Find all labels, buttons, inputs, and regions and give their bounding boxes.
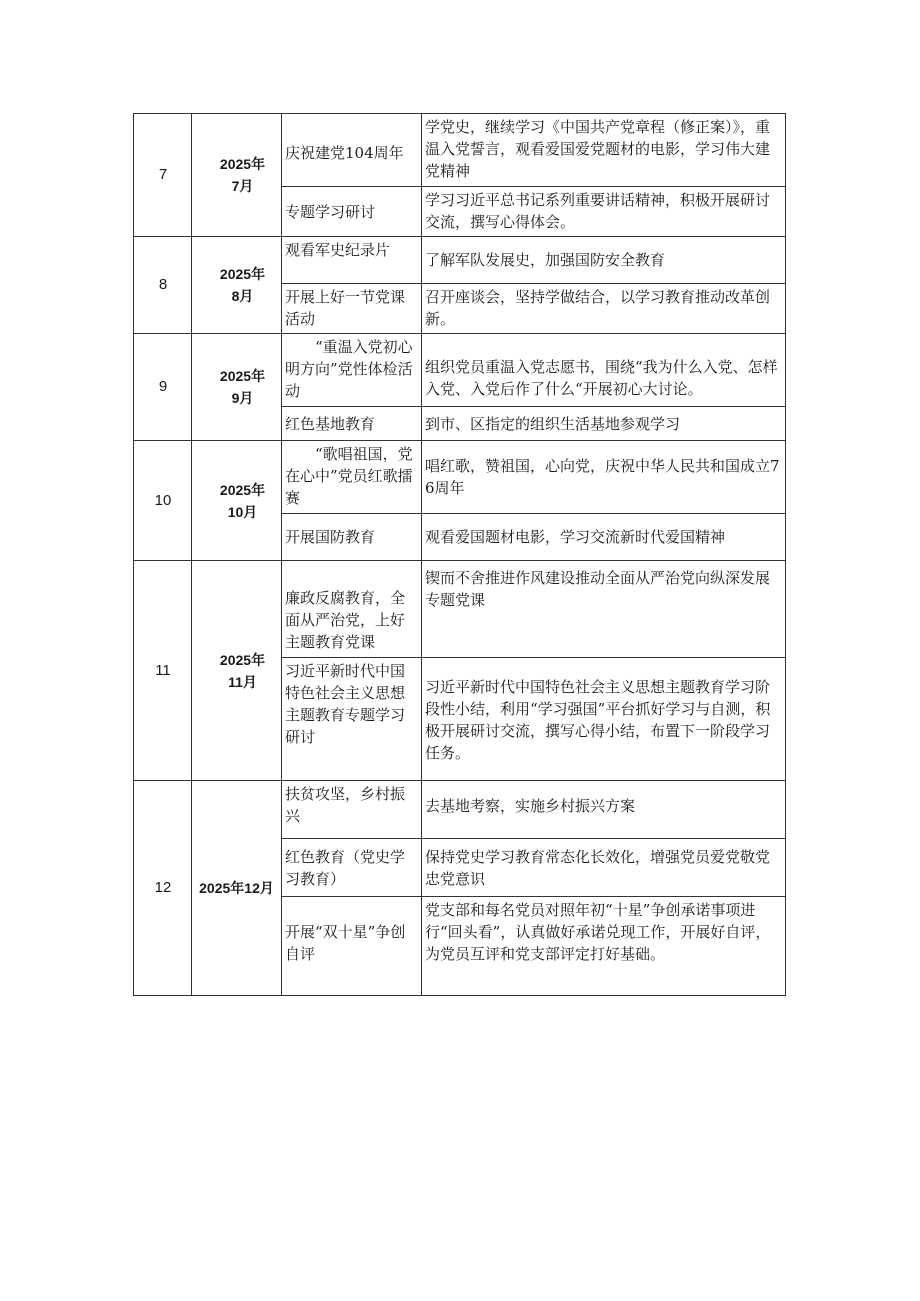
row-date: 2025年 7月 (192, 114, 282, 237)
row-number: 9 (134, 334, 192, 441)
row-date: 2025年 9月 (192, 334, 282, 441)
row-number: 7 (134, 114, 192, 237)
activity-content: 习近平新时代中国特色社会主义思想主题教育学习阶段性小结，利用“学习强国”平台抓好学习与自测，积极开展研讨交流，撰写心得小结，布置下一阶段学习任务。 (422, 658, 786, 781)
activity-topic: 习近平新时代中国特色社会主义思想主题教育专题学习研讨 (282, 658, 422, 781)
activity-content: 保持党史学习教育常态化长效化，增强党员爱党敬党忠党意识 (422, 839, 786, 897)
activity-content: 去基地考察，实施乡村振兴方案 (422, 781, 786, 839)
table-row (134, 114, 786, 187)
row-number: 10 (134, 441, 192, 561)
activity-topic: 开展国防教育 (282, 514, 422, 561)
table-row (134, 334, 786, 407)
activity-content: 党支部和每名党员对照年初“十星”争创承诺事项进行“回头看”，认真做好承诺兑现工作，开展好自评，为党员互评和党支部评定打好基础。 (422, 897, 786, 996)
row-date: 2025年 10月 (192, 441, 282, 561)
activity-topic: 红色教育（党史学习教育） (282, 839, 422, 897)
activity-topic: 扶贫攻坚，乡村振兴 (282, 781, 422, 839)
activity-content: 学党史，继续学习《中国共产党章程（修正案）》，重温入党誓言，观看爱国爱党题材的电影，学习伟大建党精神 (422, 114, 786, 187)
activity-topic: 开展“双十星”争创自评 (282, 897, 422, 996)
activity-topic: 庆祝建党104周年 (282, 114, 422, 187)
activity-topic: 开展上好一节党课活动 (282, 284, 422, 334)
row-date: 2025年 11月 (192, 561, 282, 781)
activity-topic: 廉政反腐教育，全面从严治党，上好主题教育党课 (282, 561, 422, 658)
activity-content: 到市、区指定的组织生活基地参观学习 (422, 407, 786, 441)
activity-topic: “重温入党初心明方向”党性体检活动 (282, 334, 422, 407)
activity-content: 唱红歌，赞祖国，心向党，庆祝中华人民共和国成立76周年 (422, 441, 786, 514)
activity-topic: 红色基地教育 (282, 407, 422, 441)
table-row (134, 441, 786, 514)
activity-topic: 专题学习研讨 (282, 187, 422, 237)
table-row (134, 781, 786, 839)
row-date: 2025年12月 (192, 781, 282, 996)
activity-content: 组织党员重温入党志愿书，围绕“我为什么入党、怎样入党、入党后作了什么“开展初心大讨论。 (422, 334, 786, 407)
row-number: 11 (134, 561, 192, 781)
table-row (134, 237, 786, 284)
activity-topic: “歌唱祖国，党在心中”党员红歌擂赛 (282, 441, 422, 514)
activity-content: 学习习近平总书记系列重要讲话精神，积极开展研讨交流，撰写心得体会。 (422, 187, 786, 237)
activity-topic: 观看军史纪录片 (282, 237, 422, 284)
row-date: 2025年 8月 (192, 237, 282, 334)
activity-content: 召开座谈会，坚持学做结合，以学习教育推动改革创新。 (422, 284, 786, 334)
row-number: 12 (134, 781, 192, 996)
activity-plan-table (133, 113, 786, 996)
activity-content: 了解军队发展史，加强国防安全教育 (422, 237, 786, 284)
row-number: 8 (134, 237, 192, 334)
table-row (134, 561, 786, 658)
activity-content: 观看爱国题材电影，学习交流新时代爱国精神 (422, 514, 786, 561)
activity-content: 锲而不舍推进作风建设推动全面从严治党向纵深发展专题党课 (422, 561, 786, 658)
